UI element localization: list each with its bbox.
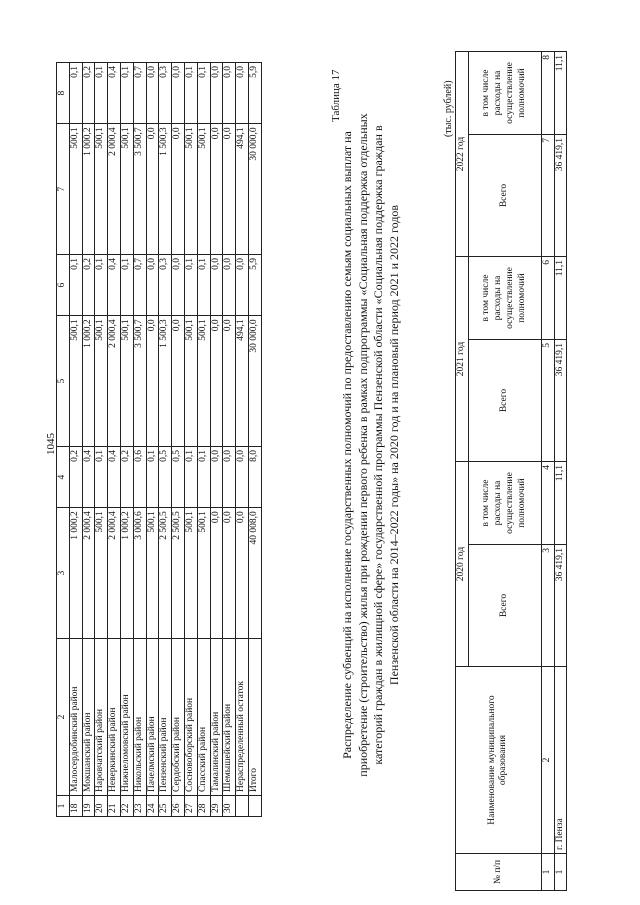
table-cell: 0,7 <box>133 63 146 124</box>
district-name: Спасский район <box>197 639 210 796</box>
district-name: Сосновоборский район <box>184 639 197 796</box>
table-cell: 0,0 <box>236 447 249 508</box>
table-cell: 0,5 <box>172 447 185 508</box>
header-cell: 3 <box>57 508 70 639</box>
table-cell: 36 419,1 <box>554 340 567 462</box>
table-row <box>108 63 121 817</box>
table-cell: 2 000,4 <box>108 508 121 639</box>
table-cell: 19 <box>82 796 95 817</box>
table-cell: 25 <box>159 796 172 817</box>
incl-header: в том числе расходы на осуществление полномочий <box>468 52 541 135</box>
table-cell: 0,0 <box>146 316 159 447</box>
table-cell: 30 000,0 <box>248 124 261 255</box>
table-cell: 0,1 <box>197 447 210 508</box>
district-name: Неверкинский район <box>108 639 121 796</box>
table-cell: 0,0 <box>223 255 236 316</box>
table-cell: 0,1 <box>120 63 133 124</box>
table-row <box>159 63 172 817</box>
table-cell: 2 000,4 <box>82 508 95 639</box>
total-header: Всего <box>468 545 541 667</box>
header-cell: 7 <box>57 124 70 255</box>
table-row <box>133 63 146 817</box>
table-cell: 0,1 <box>95 447 108 508</box>
numbering-cell: 3 <box>541 545 554 667</box>
table-cell: 0,0 <box>236 508 249 639</box>
table-header-row <box>57 63 70 817</box>
table-cell: 0,1 <box>184 255 197 316</box>
table-cell: 0,1 <box>95 63 108 124</box>
table-cell <box>248 796 261 817</box>
table-label: Таблица 17 <box>330 69 342 122</box>
year-header: 2021 год <box>456 257 469 462</box>
col-name-header: Наименование муниципального образования <box>456 667 542 854</box>
table-cell: 0,0 <box>210 255 223 316</box>
table-row <box>197 63 210 817</box>
numbering-cell: 7 <box>541 135 554 257</box>
table-cell: 500,1 <box>146 508 159 639</box>
table-row <box>184 63 197 817</box>
table-cell: 0,1 <box>197 63 210 124</box>
table-row <box>82 63 95 817</box>
table-cell: 500,1 <box>95 508 108 639</box>
table-cell: 22 <box>120 796 133 817</box>
table-cell: 0,2 <box>120 447 133 508</box>
table-cell: 0,1 <box>69 255 82 316</box>
table-cell: 23 <box>133 796 146 817</box>
table-cell: 500,1 <box>120 316 133 447</box>
table-title: Распределение субвенций на исполнение государственных полномочий по предоставлению семьям социальных выплат на приобретение (строительство) жилья при рождении первого ребенка в рамках подпрограммы «Социальная поддержка отдельных категорий граждан в жилищной сфере» государственной программы Пензенской области «Социальная поддержка граждан в Пензенской области на 2014–2022 годы» на 2020 год и на плановый период 2021 и 2022 годов <box>340 113 401 777</box>
penza-table <box>455 51 567 891</box>
table-cell: 0,7 <box>133 255 146 316</box>
municipality-name: г. Пенза <box>554 667 567 854</box>
table-cell: 1 000,2 <box>69 508 82 639</box>
district-name: Наровчатский район <box>95 639 108 796</box>
table-cell: 0,0 <box>223 63 236 124</box>
table-cell: 21 <box>108 796 121 817</box>
page-number: 1045 <box>45 433 57 455</box>
district-name: Мокшанский район <box>82 639 95 796</box>
table-cell: 0,0 <box>223 316 236 447</box>
table-cell: 2 500,5 <box>172 508 185 639</box>
header-cell: 8 <box>57 63 70 124</box>
table-cell: 3 500,7 <box>133 124 146 255</box>
table-row <box>223 63 236 817</box>
table-cell: 500,1 <box>197 316 210 447</box>
district-name: Нераспределенный остаток <box>236 639 249 796</box>
table-cell: 18 <box>69 796 82 817</box>
table-cell: 0,0 <box>146 63 159 124</box>
table-cell: 8,0 <box>248 447 261 508</box>
table-cell: 11,1 <box>554 52 567 135</box>
table-cell: 0,0 <box>172 124 185 255</box>
table-cell: 0,4 <box>108 63 121 124</box>
table-cell: 500,1 <box>69 316 82 447</box>
unit-label: (тыс. рублей) <box>443 80 454 137</box>
table-cell: 0,6 <box>133 447 146 508</box>
table-cell: 5,9 <box>248 63 261 124</box>
table-cell: 0,0 <box>146 255 159 316</box>
table-cell: 500,1 <box>197 124 210 255</box>
table-cell: 0,3 <box>159 255 172 316</box>
numbering-cell: 5 <box>541 340 554 462</box>
table-cell: 500,1 <box>95 316 108 447</box>
table-row <box>69 63 82 817</box>
table-cell: 0,0 <box>236 255 249 316</box>
table-cell: 36 419,1 <box>554 135 567 257</box>
table-cell: 1 <box>554 854 567 891</box>
table-cell: 24 <box>146 796 159 817</box>
table-cell: 11,1 <box>554 257 567 340</box>
table-cell: 0,0 <box>210 508 223 639</box>
district-name: Пензенский район <box>159 639 172 796</box>
table-cell: 500,1 <box>184 316 197 447</box>
header-cell: 6 <box>57 255 70 316</box>
table-cell: 494,1 <box>236 316 249 447</box>
table-cell: 0,0 <box>210 124 223 255</box>
header-cell: 5 <box>57 316 70 447</box>
district-name: Шемышейский район <box>223 639 236 796</box>
incl-header: в том числе расходы на осуществление полномочий <box>468 462 541 545</box>
table-cell: 5,9 <box>248 255 261 316</box>
table-row <box>210 63 223 817</box>
table-cell: 30 000,0 <box>248 316 261 447</box>
table-cell: 28 <box>197 796 210 817</box>
district-name: Пачелмский район <box>146 639 159 796</box>
table-cell: 0,0 <box>223 447 236 508</box>
header-cell: 1 <box>57 796 70 817</box>
table-cell: 2 500,5 <box>159 508 172 639</box>
column-numbering-row <box>541 52 554 891</box>
table-row <box>248 63 261 817</box>
table-cell: 0,0 <box>172 255 185 316</box>
incl-header: в том числе расходы на осуществление полномочий <box>468 257 541 340</box>
table-cell: 500,1 <box>69 124 82 255</box>
numbering-cell: 1 <box>541 854 554 891</box>
district-name: Малосердобинский район <box>69 639 82 796</box>
numbering-cell: 2 <box>541 667 554 854</box>
col-number-header: № п/п <box>456 854 542 891</box>
table-cell: 1 000,2 <box>82 316 95 447</box>
table-cell: 0,1 <box>95 255 108 316</box>
table-cell: 1 500,3 <box>159 124 172 255</box>
table-cell: 500,1 <box>95 124 108 255</box>
table-cell: 0,0 <box>210 63 223 124</box>
table-row <box>236 63 249 817</box>
table-cell: 0,2 <box>69 447 82 508</box>
table-row <box>120 63 133 817</box>
table-cell: 0,0 <box>223 124 236 255</box>
numbering-cell: 4 <box>541 462 554 545</box>
table-cell: 500,1 <box>184 124 197 255</box>
total-header: Всего <box>468 340 541 462</box>
table-cell: 494,1 <box>236 124 249 255</box>
numbering-cell: 6 <box>541 257 554 340</box>
numbering-cell: 8 <box>541 52 554 135</box>
district-name: Тамалинский район <box>210 639 223 796</box>
table-cell: 0,2 <box>82 63 95 124</box>
table-cell: 26 <box>172 796 185 817</box>
table-cell: 0,0 <box>172 63 185 124</box>
table-row <box>554 52 567 891</box>
table-cell: 29 <box>210 796 223 817</box>
table-cell: 0,0 <box>210 447 223 508</box>
table-row <box>172 63 185 817</box>
table-cell: 1 000,2 <box>120 508 133 639</box>
table-cell <box>236 796 249 817</box>
table-cell: 11,1 <box>554 462 567 545</box>
table-cell: 20 <box>95 796 108 817</box>
table-cell: 0,0 <box>223 508 236 639</box>
table-cell: 3 500,7 <box>133 316 146 447</box>
table-cell: 500,1 <box>197 508 210 639</box>
district-name: Нижнеломовский район <box>120 639 133 796</box>
table-cell: 0,1 <box>184 63 197 124</box>
header-cell: 4 <box>57 447 70 508</box>
table-cell: 1 500,3 <box>159 316 172 447</box>
table-cell: 0,0 <box>210 316 223 447</box>
table-cell: 3 000,6 <box>133 508 146 639</box>
table-cell: 0,4 <box>82 447 95 508</box>
table-cell: 0,1 <box>120 255 133 316</box>
table-cell: 0,1 <box>146 447 159 508</box>
year-header: 2022 год <box>456 52 469 257</box>
table-cell: 40 008,0 <box>248 508 261 639</box>
table-cell: 0,1 <box>69 63 82 124</box>
table-cell: 0,1 <box>184 447 197 508</box>
table-cell: 2 000,4 <box>108 124 121 255</box>
table-cell: 500,1 <box>120 124 133 255</box>
table-cell: 30 <box>223 796 236 817</box>
district-name: Сердобский район <box>172 639 185 796</box>
district-name: Никольский район <box>133 639 146 796</box>
table-cell: 0,0 <box>146 124 159 255</box>
table-cell: 0,1 <box>197 255 210 316</box>
table-row <box>146 63 159 817</box>
table-cell: 0,3 <box>159 63 172 124</box>
table-cell: 0,5 <box>159 447 172 508</box>
table-cell: 36 419,1 <box>554 545 567 667</box>
district-name: Итого <box>248 639 261 796</box>
table-cell: 0,4 <box>108 447 121 508</box>
table-cell: 500,1 <box>184 508 197 639</box>
table-cell: 1 000,2 <box>82 124 95 255</box>
table-cell: 0,2 <box>82 255 95 316</box>
year-header: 2020 год <box>456 462 469 667</box>
table-cell: 0,0 <box>236 63 249 124</box>
table-cell: 27 <box>184 796 197 817</box>
table-cell: 0,4 <box>108 255 121 316</box>
table-cell: 0,0 <box>172 316 185 447</box>
table-cell: 2 000,4 <box>108 316 121 447</box>
total-header: Всего <box>468 135 541 257</box>
table-row <box>95 63 108 817</box>
district-table <box>56 62 262 817</box>
header-cell: 2 <box>57 639 70 796</box>
